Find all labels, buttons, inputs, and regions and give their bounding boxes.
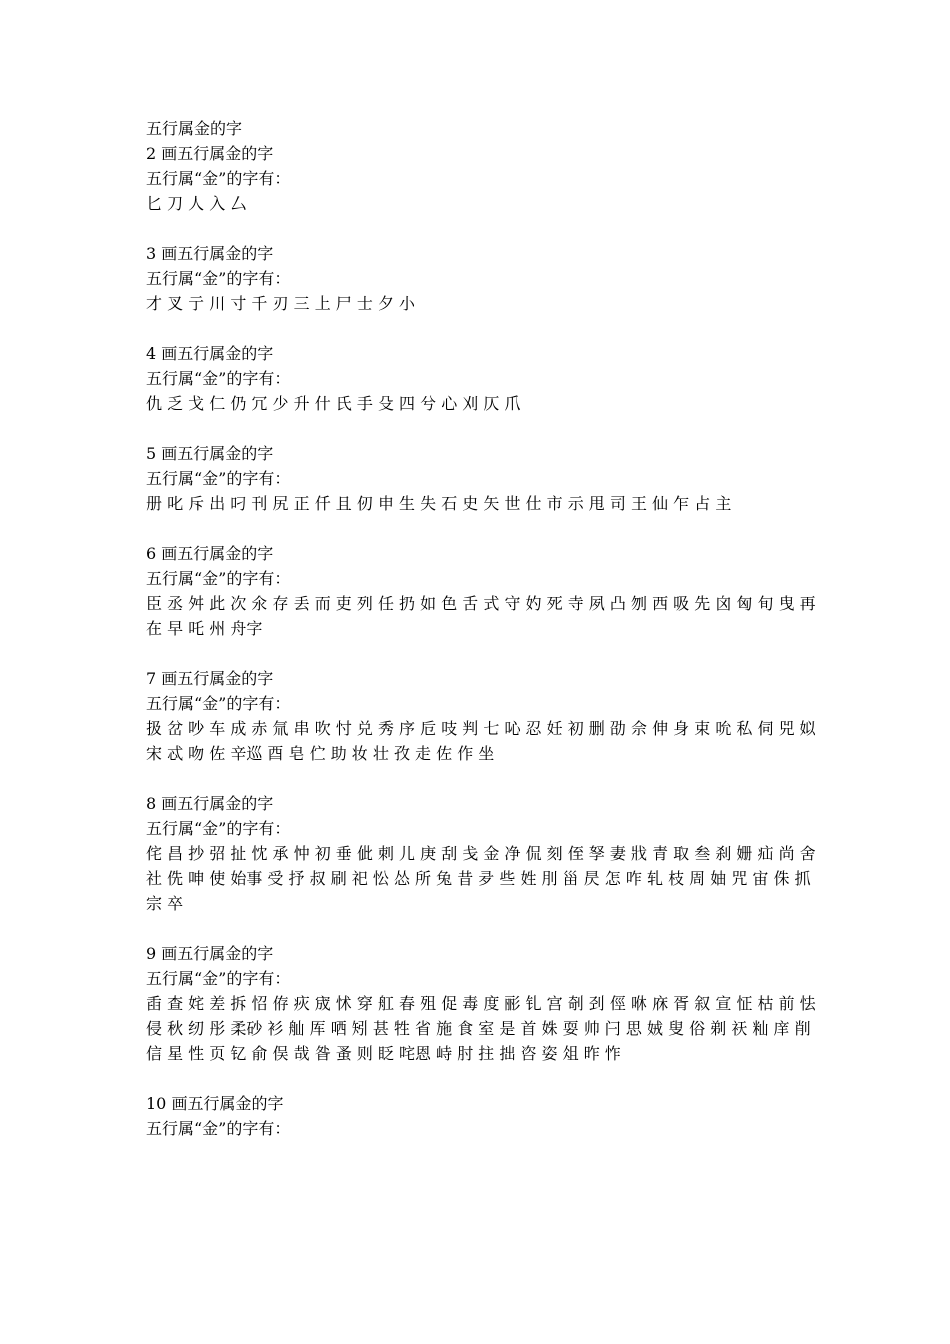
- section-intro: 五行属“金”的字有：: [146, 1119, 291, 1138]
- character-list: 匕 刀 人 入 厶: [146, 194, 247, 213]
- document-body: [146, 116, 826, 1141]
- character-list: 扱 岔 吵 车 成 赤 氚 串 吹 忖 兑 秀 序 卮 吱 判 七 吣 忍 妊 初 删 劭 佘 伸 身 束 吮 私 伺 兕 姒 宋 忒 吻 佐 辛巡 酉 皂 伫 助 妆 壮 孜 走 佐 作 坐: [146, 719, 816, 763]
- section-spacer: [146, 516, 826, 541]
- section-6-strokes: [146, 541, 826, 641]
- section-spacer: [146, 416, 826, 441]
- character-list: 才 叉 亍 川 寸 千 刃 三 上 尸 士 夕 小: [146, 294, 416, 313]
- character-list: 臣 丞 舛 此 次 氽 存 丢 而 吏 列 任 扔 如 色 舌 式 守 妁 死 寺 夙 凸 刎 西 吸 先 囟 匈 旬 曳 再 在 早 吒 州 舟字: [146, 594, 816, 638]
- section-heading: 3 画五行属金的字: [146, 244, 274, 263]
- section-spacer: [146, 641, 826, 666]
- section-heading: 4 画五行属金的字: [146, 344, 274, 363]
- section-spacer: [146, 916, 826, 941]
- section-intro: 五行属“金”的字有：: [146, 969, 291, 988]
- section-intro: 五行属“金”的字有：: [146, 169, 291, 188]
- character-list: 臿 查 姹 差 拆 怊 侟 疢 宬 怵 穿 舡 春 殂 促 毒 度 彨 钆 宫 剞 刭 俓 咻 庥 胥 叙 宣 怔 枯 前 怯 侵 秋 纫 彤 柔砂 衫 舢 厍 哂 矧 甚 牲 省 施 食 室 是 首 姝 耍 帅 闩 思 娀 叟 俗 剃 祆 籼 庠 削 信 星 性 页 钇 俞 俣 哉 昝 蚤 则 眨 咤恩 峙 肘 拄 拙 咨 姿 俎 昨 怍: [146, 994, 816, 1063]
- section-heading: 9 画五行属金的字: [146, 944, 274, 963]
- section-4-strokes: [146, 341, 826, 416]
- section-spacer: [146, 216, 826, 241]
- section-heading: 2 画五行属金的字: [146, 144, 274, 163]
- section-10-strokes: [146, 1091, 826, 1141]
- section-3-strokes: [146, 241, 826, 316]
- section-spacer: [146, 766, 826, 791]
- section-7-strokes: [146, 666, 826, 766]
- section-heading: 5 画五行属金的字: [146, 444, 274, 463]
- section-intro: 五行属“金”的字有：: [146, 819, 291, 838]
- section-intro: 五行属“金”的字有：: [146, 469, 291, 488]
- section-intro: 五行属“金”的字有：: [146, 269, 291, 288]
- section-intro: 五行属“金”的字有：: [146, 569, 291, 588]
- section-intro: 五行属“金”的字有：: [146, 369, 291, 388]
- section-heading: 10 画五行属金的字: [146, 1094, 284, 1113]
- section-5-strokes: [146, 441, 826, 516]
- section-spacer: [146, 316, 826, 341]
- section-heading: 6 画五行属金的字: [146, 544, 274, 563]
- character-list: 册 叱 斥 出 叼 刊 尻 正 仟 且 仞 申 生 失 石 史 矢 世 仕 市 示 甩 司 王 仙 乍 占 主: [146, 494, 732, 513]
- document-title: 五行属金的字: [146, 119, 243, 138]
- section-spacer: [146, 1066, 826, 1091]
- section-heading: 7 画五行属金的字: [146, 669, 274, 688]
- character-list: 仇 乏 戈 仁 仍 冗 少 升 什 氏 手 殳 四 兮 心 刈 仄 爪: [146, 394, 521, 413]
- character-list: 侘 昌 抄 弨 扯 忱 承 忡 初 垂 佌 刺 儿 庚 刮 戋 金 净 侃 刻 侄 孥 妻 戕 青 取 叁 刹 姗 疝 尚 舍 社 侁 呻 使 始事 受 抒 叔 刷 祀 忪 怂 所 兔 昔 夛 些 姓 刖 甾 昃 怎 咋 轧 枝 周 妯 咒 宙 侏 抓 宗 卒: [146, 844, 816, 913]
- section-9-strokes: [146, 941, 826, 1066]
- section-2-strokes: [146, 141, 826, 216]
- section-intro: 五行属“金”的字有：: [146, 694, 291, 713]
- section-heading: 8 画五行属金的字: [146, 794, 274, 813]
- section-8-strokes: [146, 791, 826, 916]
